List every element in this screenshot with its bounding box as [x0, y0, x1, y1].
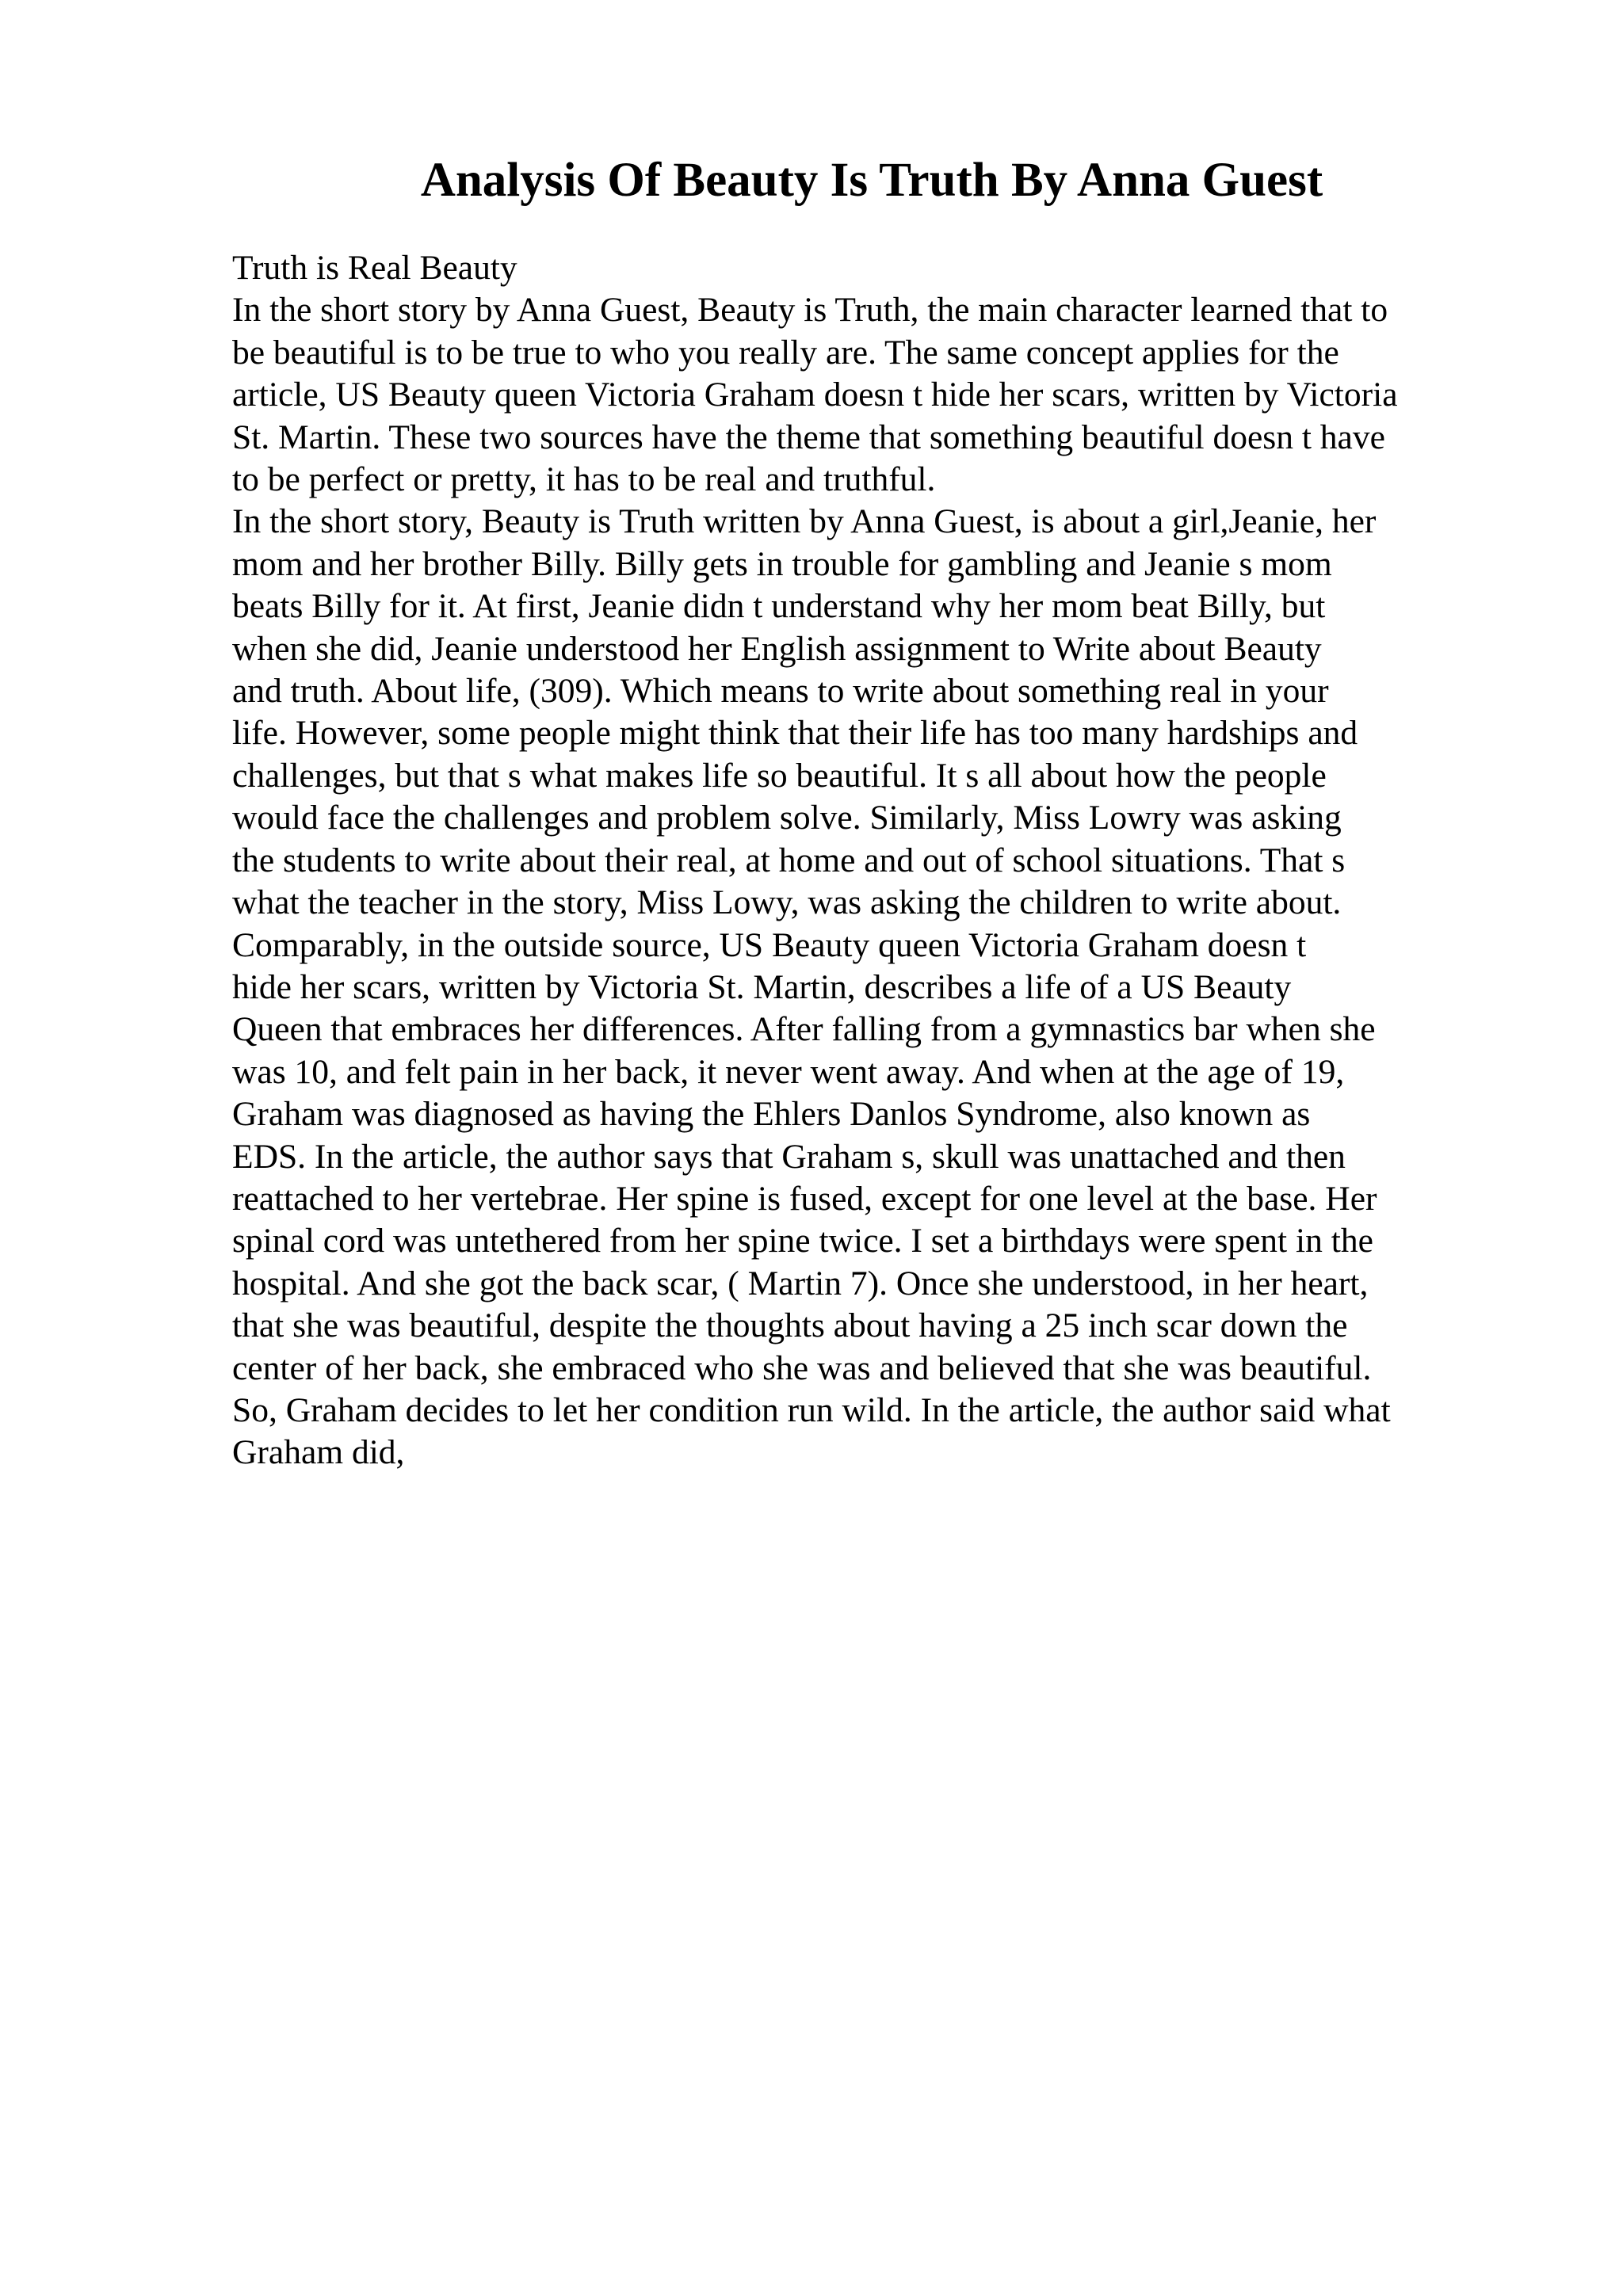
body-line: Comparably, in the outside source, US Beauty queen Victoria Graham doesn t	[232, 925, 1307, 964]
body-line: hospital. And she got the back scar, ( Martin 7). Once she understood, in her heart,	[232, 1264, 1369, 1302]
body-line: when she did, Jeanie understood her English assignment to Write about Beauty	[232, 629, 1322, 668]
document-body	[232, 247, 1516, 1474]
body-line: Queen that embraces her differences. After falling from a gymnastics bar when she	[232, 1010, 1376, 1049]
body-line: center of her back, she embraced who she was and believed that she was beautiful.	[232, 1348, 1372, 1387]
body-line: spinal cord was untethered from her spine twice. I set a birthdays were spent in the	[232, 1222, 1373, 1261]
body-line: the students to write about their real, at home and out of school situations. That s	[232, 841, 1346, 879]
body-line: challenges, but that s what makes life so beautiful. It s all about how the people	[232, 756, 1327, 795]
body-line: So, Graham decides to let her condition run wild. In the article, the author said what	[232, 1390, 1391, 1429]
body-line: reattached to her vertebrae. Her spine is fused, except for one level at the base. Her	[232, 1179, 1377, 1218]
body-line: to be perfect or pretty, it has to be real and truthful.	[232, 460, 936, 499]
body-line: In the short story by Anna Guest, Beauty is Truth, the main character learned that to	[232, 291, 1388, 330]
body-line: St. Martin. These two sources have the theme that something beautiful doesn t have	[232, 418, 1385, 456]
body-line: that she was beautiful, despite the thoughts about having a 25 inch scar down the	[232, 1306, 1348, 1345]
body-line: be beautiful is to be true to who you really are. The same concept applies for the	[232, 333, 1339, 372]
body-line: what the teacher in the story, Miss Lowy, was asking the children to write about.	[232, 883, 1342, 922]
body-line: hide her scars, written by Victoria St. Martin, describes a life of a US Beauty	[232, 967, 1292, 1006]
body-line: life. However, some people might think that their life has too many hardships and	[232, 714, 1358, 753]
body-line: Graham was diagnosed as having the Ehlers Danlos Syndrome, also known as	[232, 1095, 1311, 1134]
body-line: mom and her brother Billy. Billy gets in trouble for gambling and Jeanie s mom	[232, 544, 1332, 583]
body-line: In the short story, Beauty is Truth written by Anna Guest, is about a girl,Jeanie, her	[232, 502, 1377, 541]
body-line: beats Billy for it. At first, Jeanie didn t understand why her mom beat Billy, but	[232, 587, 1326, 626]
body-line: article, US Beauty queen Victoria Graham doesn t hide her scars, written by Victoria	[232, 376, 1398, 414]
body-line: would face the challenges and problem solve. Similarly, Miss Lowry was asking	[232, 799, 1342, 837]
body-line: EDS. In the article, the author says that Graham s, skull was unattached and then	[232, 1137, 1346, 1176]
body-line: was 10, and felt pain in her back, it never went away. And when at the age of 19,	[232, 1052, 1345, 1091]
body-line: Graham did,	[232, 1433, 405, 1472]
document-title: Analysis Of Beauty Is Truth By Anna Guest	[420, 154, 1323, 207]
body-line: Truth is Real Beauty	[232, 249, 517, 287]
body-line: and truth. About life, (309). Which means to write about something real in your	[232, 672, 1329, 711]
